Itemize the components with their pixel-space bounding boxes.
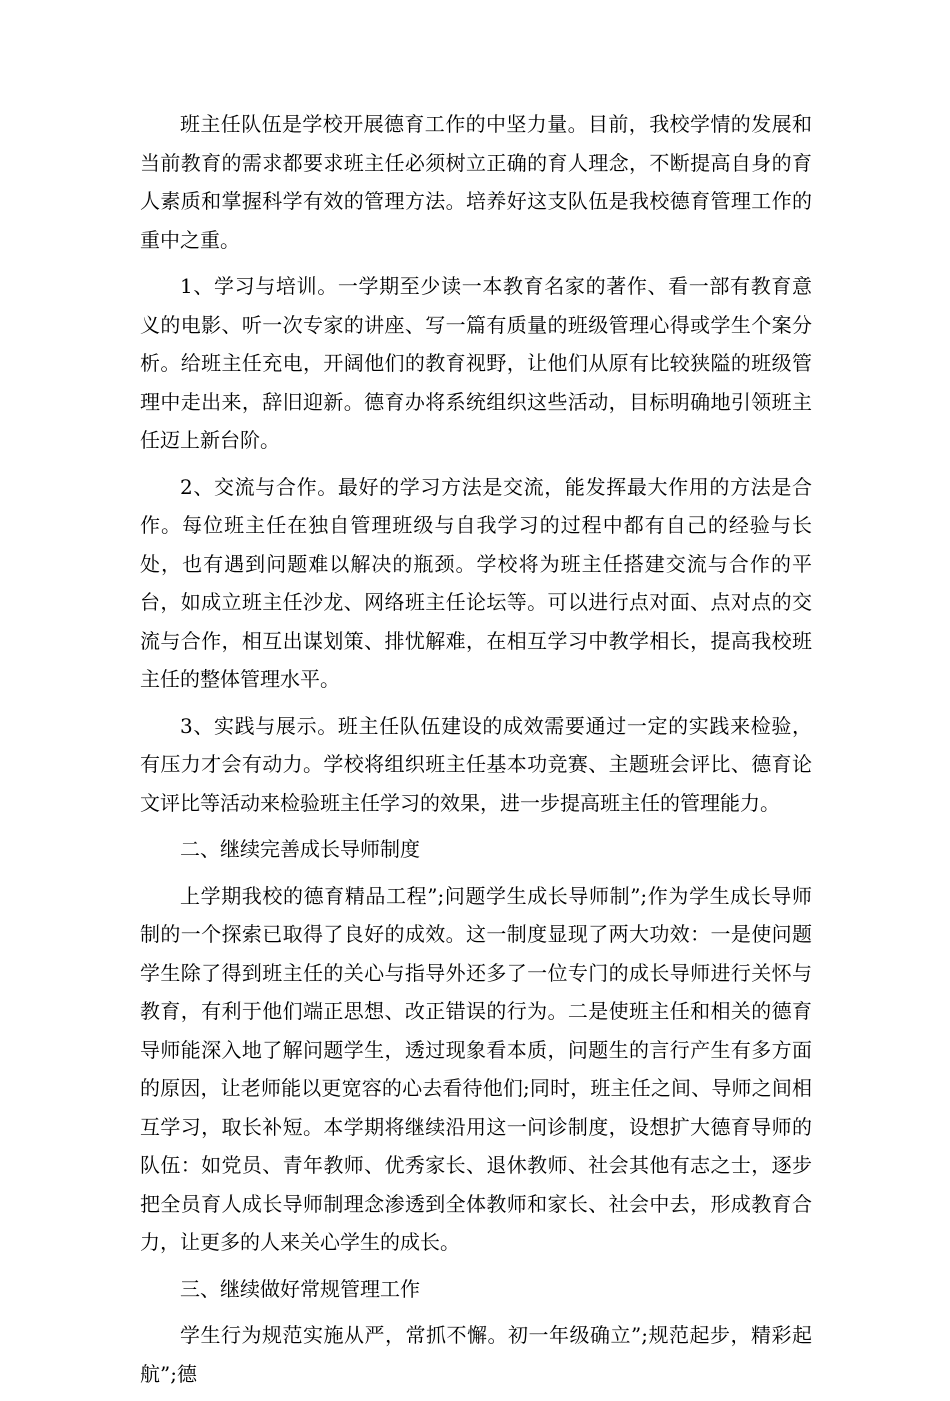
document-body: [140, 105, 812, 1401]
paragraph-study-training: 1、学习与培训。一学期至少读一本教育名家的著作、看一部有教育意义的电影、听一次专家的讲座、写一篇有质量的班级管理心得或学生个案分析。给班主任充电，开阔他们的教育视野，让他们从原有比较狭隘的班级管理中走出来，辞旧迎新。德育办将系统组织这些活动，目标明确地引领班主任迈上新台阶。: [140, 274, 812, 452]
paragraph-mentor-system: 上学期我校的德育精品工程”;问题学生成长导师制”;作为学生成长导师制的一个探索已取得了良好的成效。这一制度显现了两大功效：一是使问题学生除了得到班主任的关心与指导外还多了一位专门的成长导师进行关怀与教育，有利于他们端正思想、改正错误的行为。二是使班主任和相关的德育导师能深入地了解问题学生，透过现象看本质，问题生的言行产生有多方面的原因，让老师能以更宽容的心去看待他们;同时，班主任之间、导师之间相互学习，取长补短。本学期将继续沿用这一问诊制度，设想扩大德育导师的队伍：如党员、青年教师、优秀家长、退休教师、社会其他有志之士，逐步把全员育人成长导师制理念渗透到全体教师和家长、社会中去，形成教育合力，让更多的人来关心学生的成长。: [140, 883, 812, 1254]
section-heading-mentor-system: 二、继续完善成长导师制度: [180, 837, 420, 861]
paragraph-exchange-cooperation: 2、交流与合作。最好的学习方法是交流，能发挥最大作用的方法是合作。每位班主任在独自管理班级与自我学习的过程中都有自己的经验与长处，也有遇到问题难以解决的瓶颈。学校将为班主任搭建交流与合作的平台，如成立班主任沙龙、网络班主任论坛等。可以进行点对面、点对点的交流与合作，相互出谋划策、排忧解难，在相互学习中教学相长，提高我校班主任的整体管理水平。: [140, 474, 812, 691]
paragraph-intro: 班主任队伍是学校开展德育工作的中坚力量。目前，我校学情的发展和当前教育的需求都要求班主任必须树立正确的育人理念，不断提高自身的育人素质和掌握科学有效的管理方法。培养好这支队伍是我校德育管理工作的重中之重。: [140, 112, 812, 252]
paragraph-routine-management: 学生行为规范实施从严，常抓不懈。初一年级确立”;规范起步，精彩起航”;德: [140, 1323, 812, 1386]
section-heading-routine-management: 三、继续做好常规管理工作: [180, 1276, 420, 1301]
paragraph-practice-display: 3、实践与展示。班主任队伍建设的成效需要通过一定的实践来检验，有压力才会有动力。学校将组织班主任基本功竞赛、主题班会评比、德育论文评比等活动来检验班主任学习的效果，进一步提高班主任的管理能力。: [140, 713, 812, 815]
